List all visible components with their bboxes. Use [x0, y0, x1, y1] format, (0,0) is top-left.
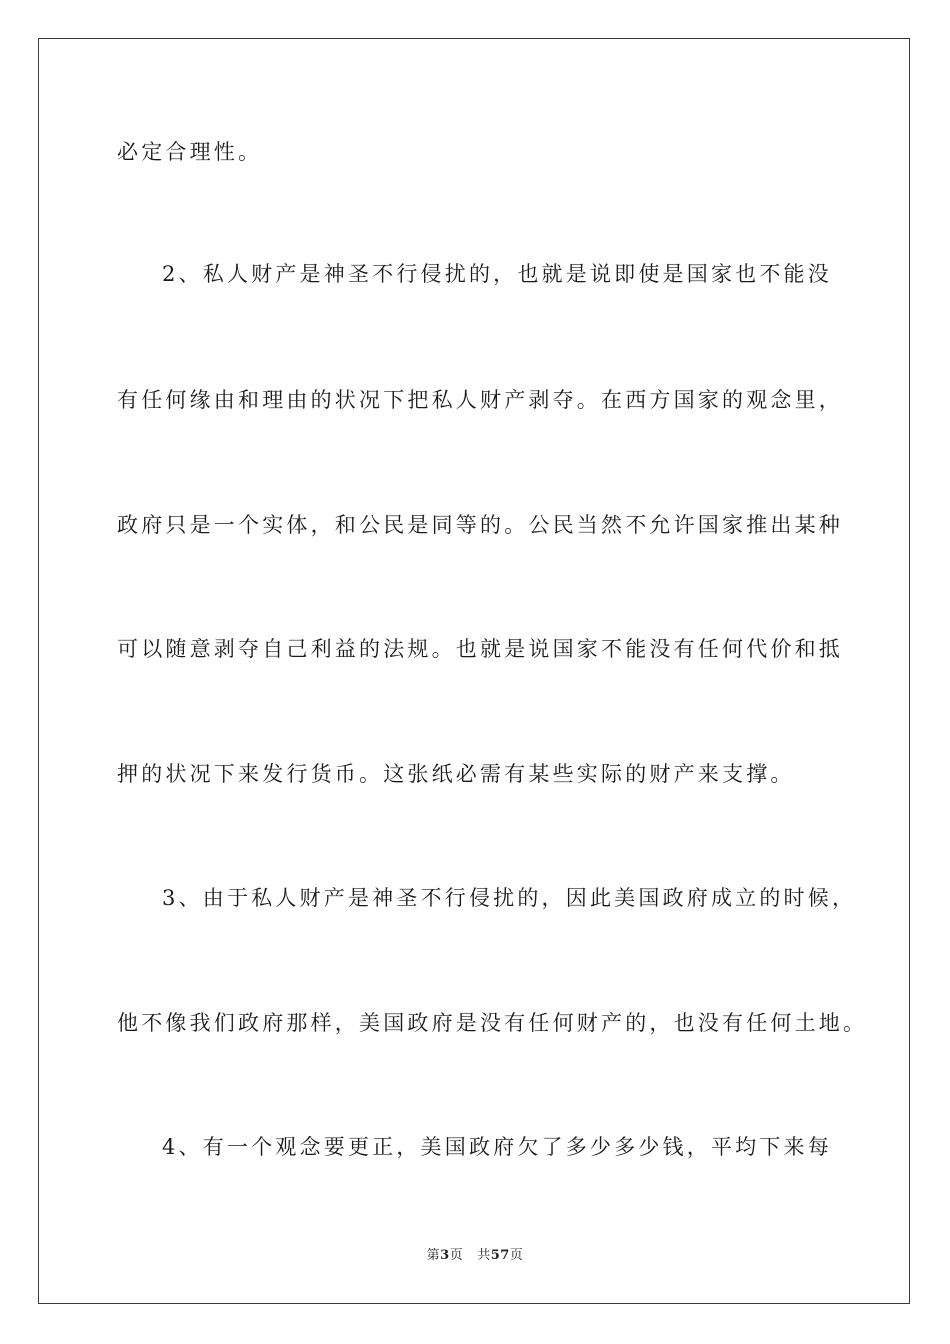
text-line-1: 必定合理性。 [117, 140, 263, 164]
page-number: 3 [440, 1248, 450, 1263]
page-border [38, 38, 910, 1304]
text-line-4: 政府只是一个实体，和公民是同等的。公民当然不允许国家推出某种 [117, 513, 843, 537]
text-line-7: 3、由于私人财产是神圣不行侵扰的，因此美国政府成立的时候， [162, 886, 857, 910]
total-suffix: 页 [509, 1248, 524, 1263]
text-line-3: 有任何缘由和理由的状况下把私人财产剥夺。在西方国家的观念里， [117, 388, 843, 412]
total-prefix: 共 [477, 1248, 491, 1263]
text-line-9: 4、有一个观念要更正，美国政府欠了多少多少钱，平均下来每 [162, 1135, 832, 1159]
total-pages: 57 [490, 1248, 510, 1263]
text-line-8: 他不像我们政府那样，美国政府是没有任何财产的，也没有任何土地。 [117, 1011, 868, 1035]
text-line-5: 可以随意剥夺自己利益的法规。也就是说国家不能没有任何代价和抵 [117, 637, 843, 661]
text-line-6: 押的状况下来发行货币。这张纸必需有某些实际的财产来支撑。 [117, 762, 795, 786]
page-footer [0, 1247, 950, 1265]
page-suffix: 页 [449, 1248, 464, 1263]
text-line-2: 2、私人财产是神圣不行侵扰的，也就是说即使是国家也不能没 [162, 262, 832, 286]
page-prefix: 第 [426, 1248, 441, 1263]
